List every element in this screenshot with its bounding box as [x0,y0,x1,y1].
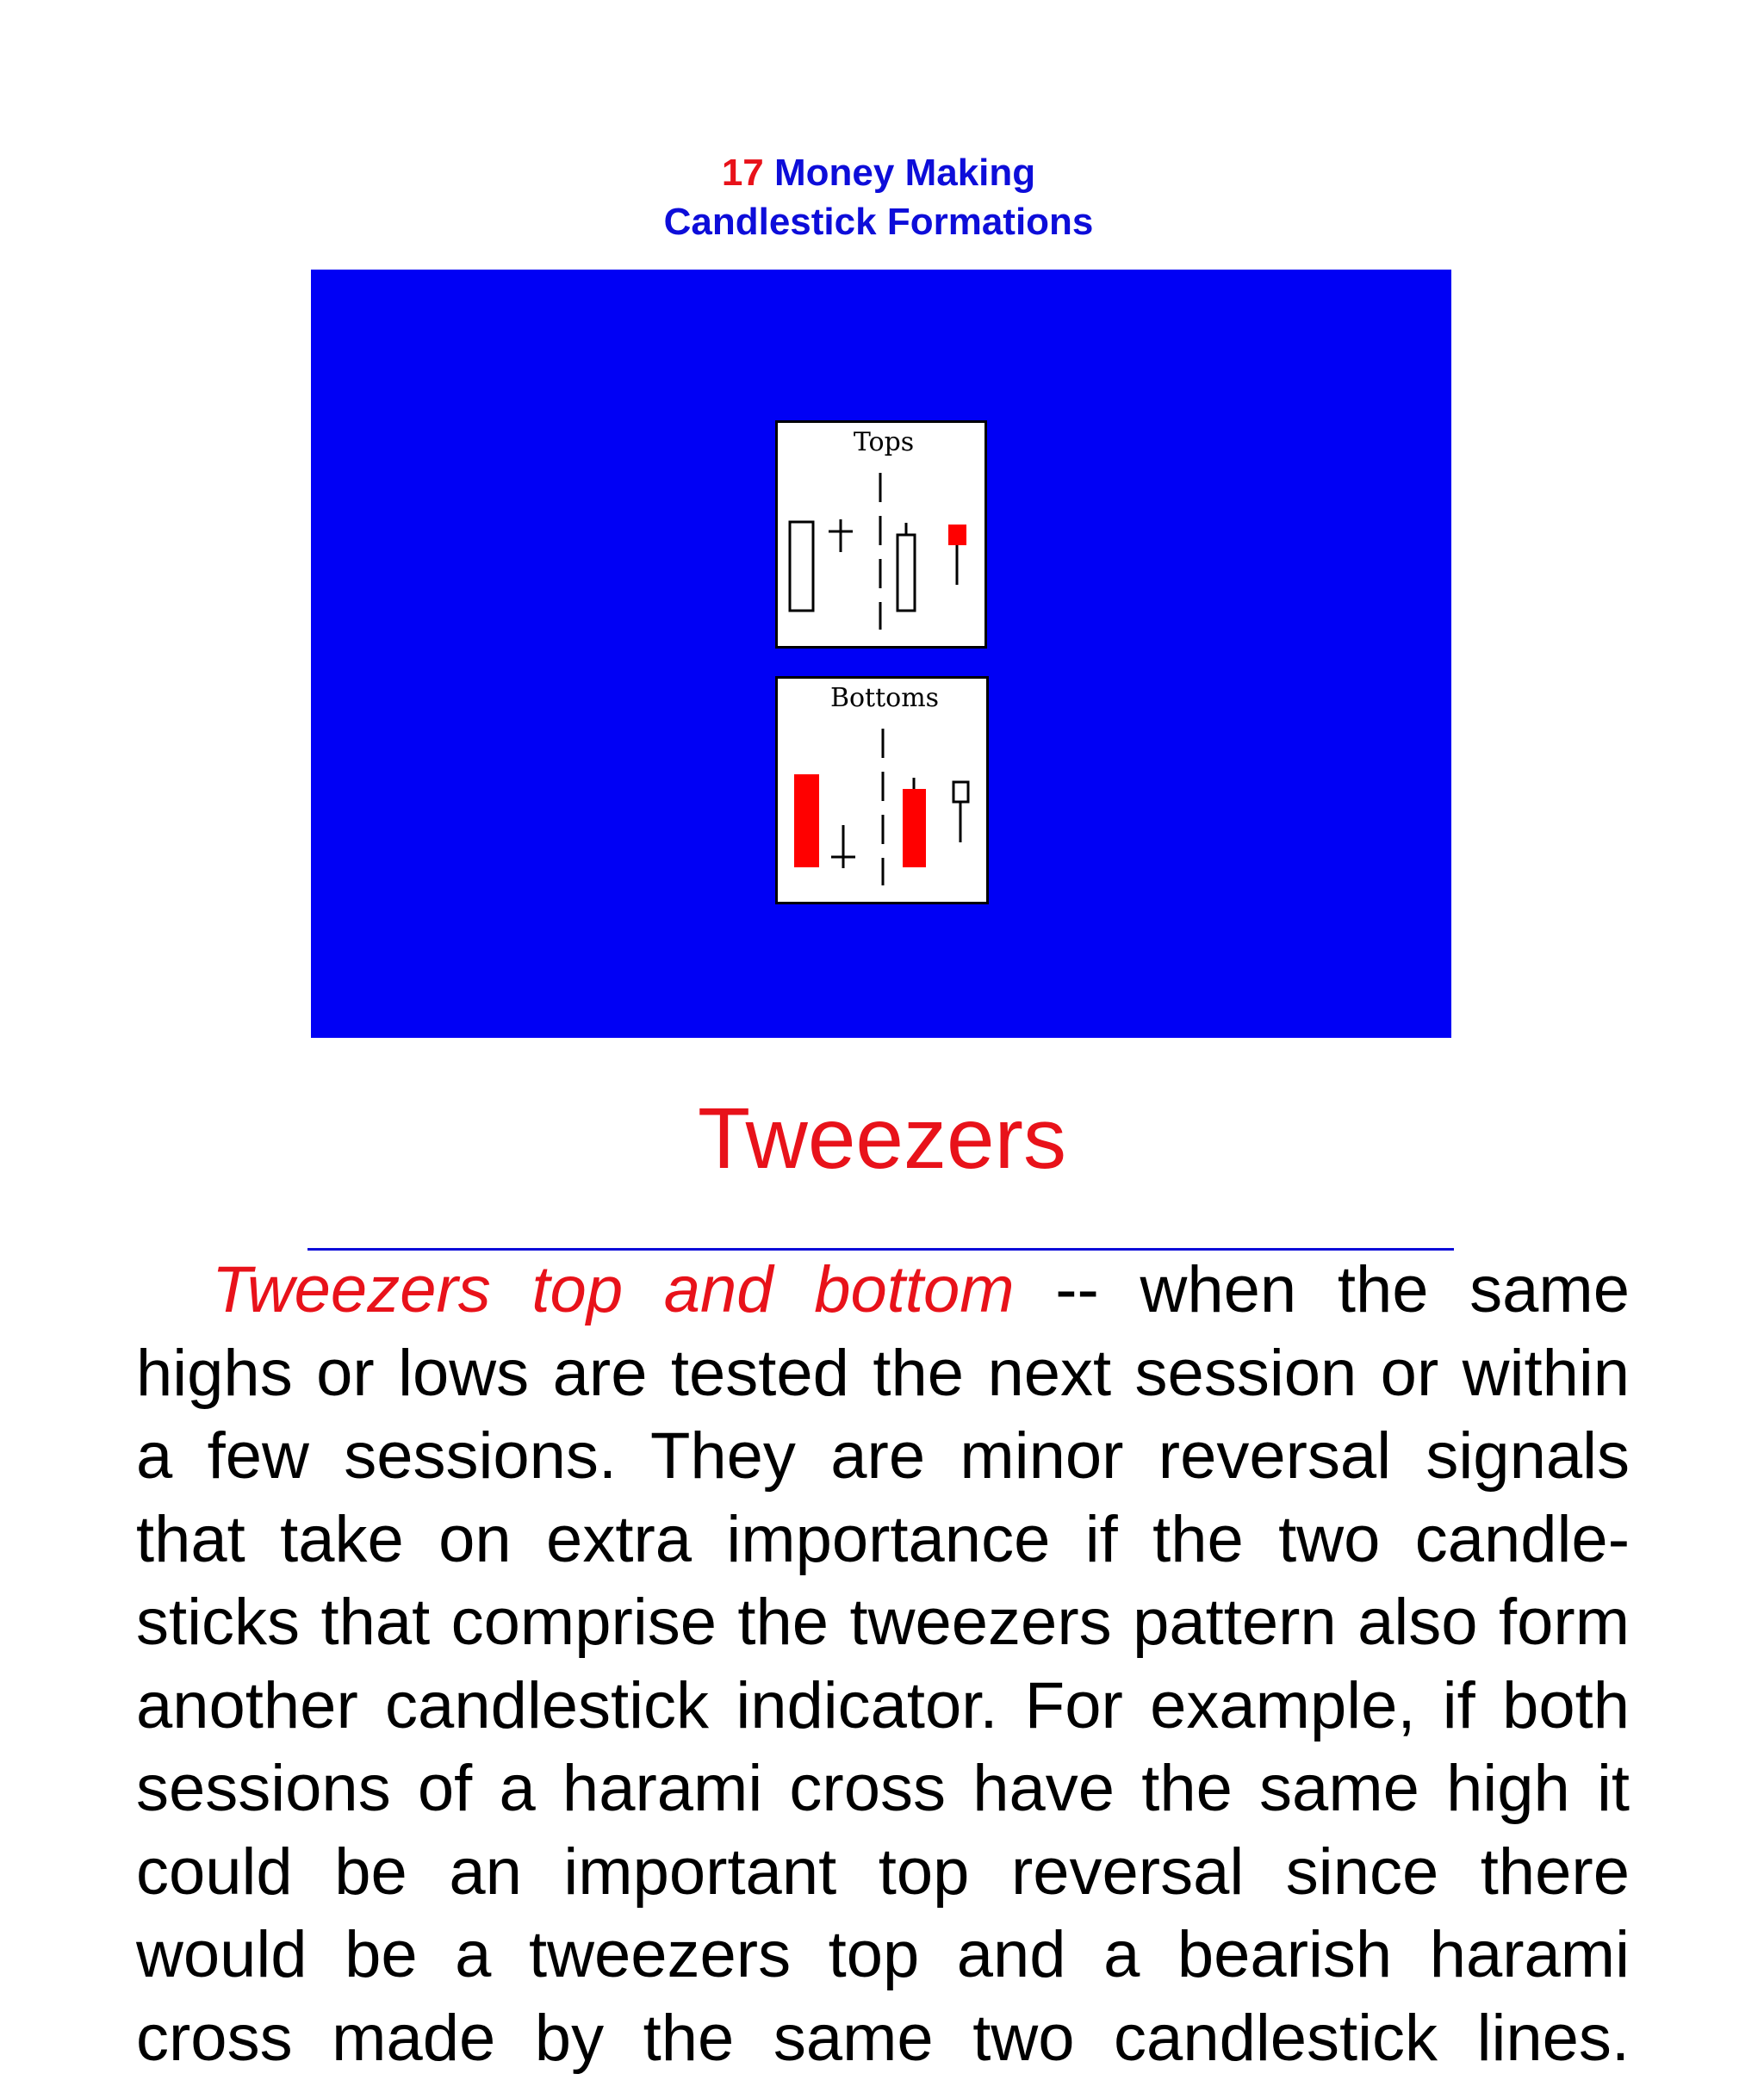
page-header [0,148,1757,246]
body-line-3: a few sessions. They are minor reversal signals [136,1415,1630,1499]
body-line-1 [136,1249,1630,1332]
body-line-7: sessions of a harami cross have the same high it [136,1748,1630,1831]
bottoms-pattern-label: Bottoms [830,683,939,713]
bottoms-pattern-diagram [778,679,986,902]
header-title-part-1: Money Making [774,152,1035,194]
tops-red-candle-body [948,525,966,545]
tops-pattern-box [775,420,987,649]
figure-panel [311,270,1451,1038]
body-line-1-rest: -- when the same [1055,1253,1630,1326]
body-line-9: would be a tweezers top and a bearish harami [136,1914,1630,1997]
header-line-1 [0,148,1757,197]
bottoms-tall-red-candle [794,774,819,867]
bottoms-pattern-box [775,676,989,904]
tops-pattern-diagram [778,423,984,646]
body-paragraph [136,1249,1630,2080]
tops-tall-white-candle [790,522,813,611]
tops-pattern-label: Tops [854,427,914,457]
bottoms-red-candle [903,789,926,867]
body-line-6: another candlestick indicator. For example, if both [136,1665,1630,1748]
body-line-5: sticks that comprise the tweezers pattern also form [136,1581,1630,1665]
bottoms-white-candle-body [953,782,968,802]
body-line-4: that take on extra importance if the two candle- [136,1499,1630,1582]
tops-white-candle [898,535,915,611]
header-number: 17 [722,152,764,194]
body-line-2: highs or lows are tested the next session or within [136,1332,1630,1416]
section-title: Tweezers [0,1090,1764,1189]
body-line-8: could be an important top reversal since there [136,1831,1630,1915]
body-line-10: cross made by the same two candlestick lines. [136,1997,1630,2080]
header-line-2: Candlestick Formations [0,197,1757,246]
term-tweezers-top-and-bottom: Tweezers top and bottom [212,1253,1015,1326]
